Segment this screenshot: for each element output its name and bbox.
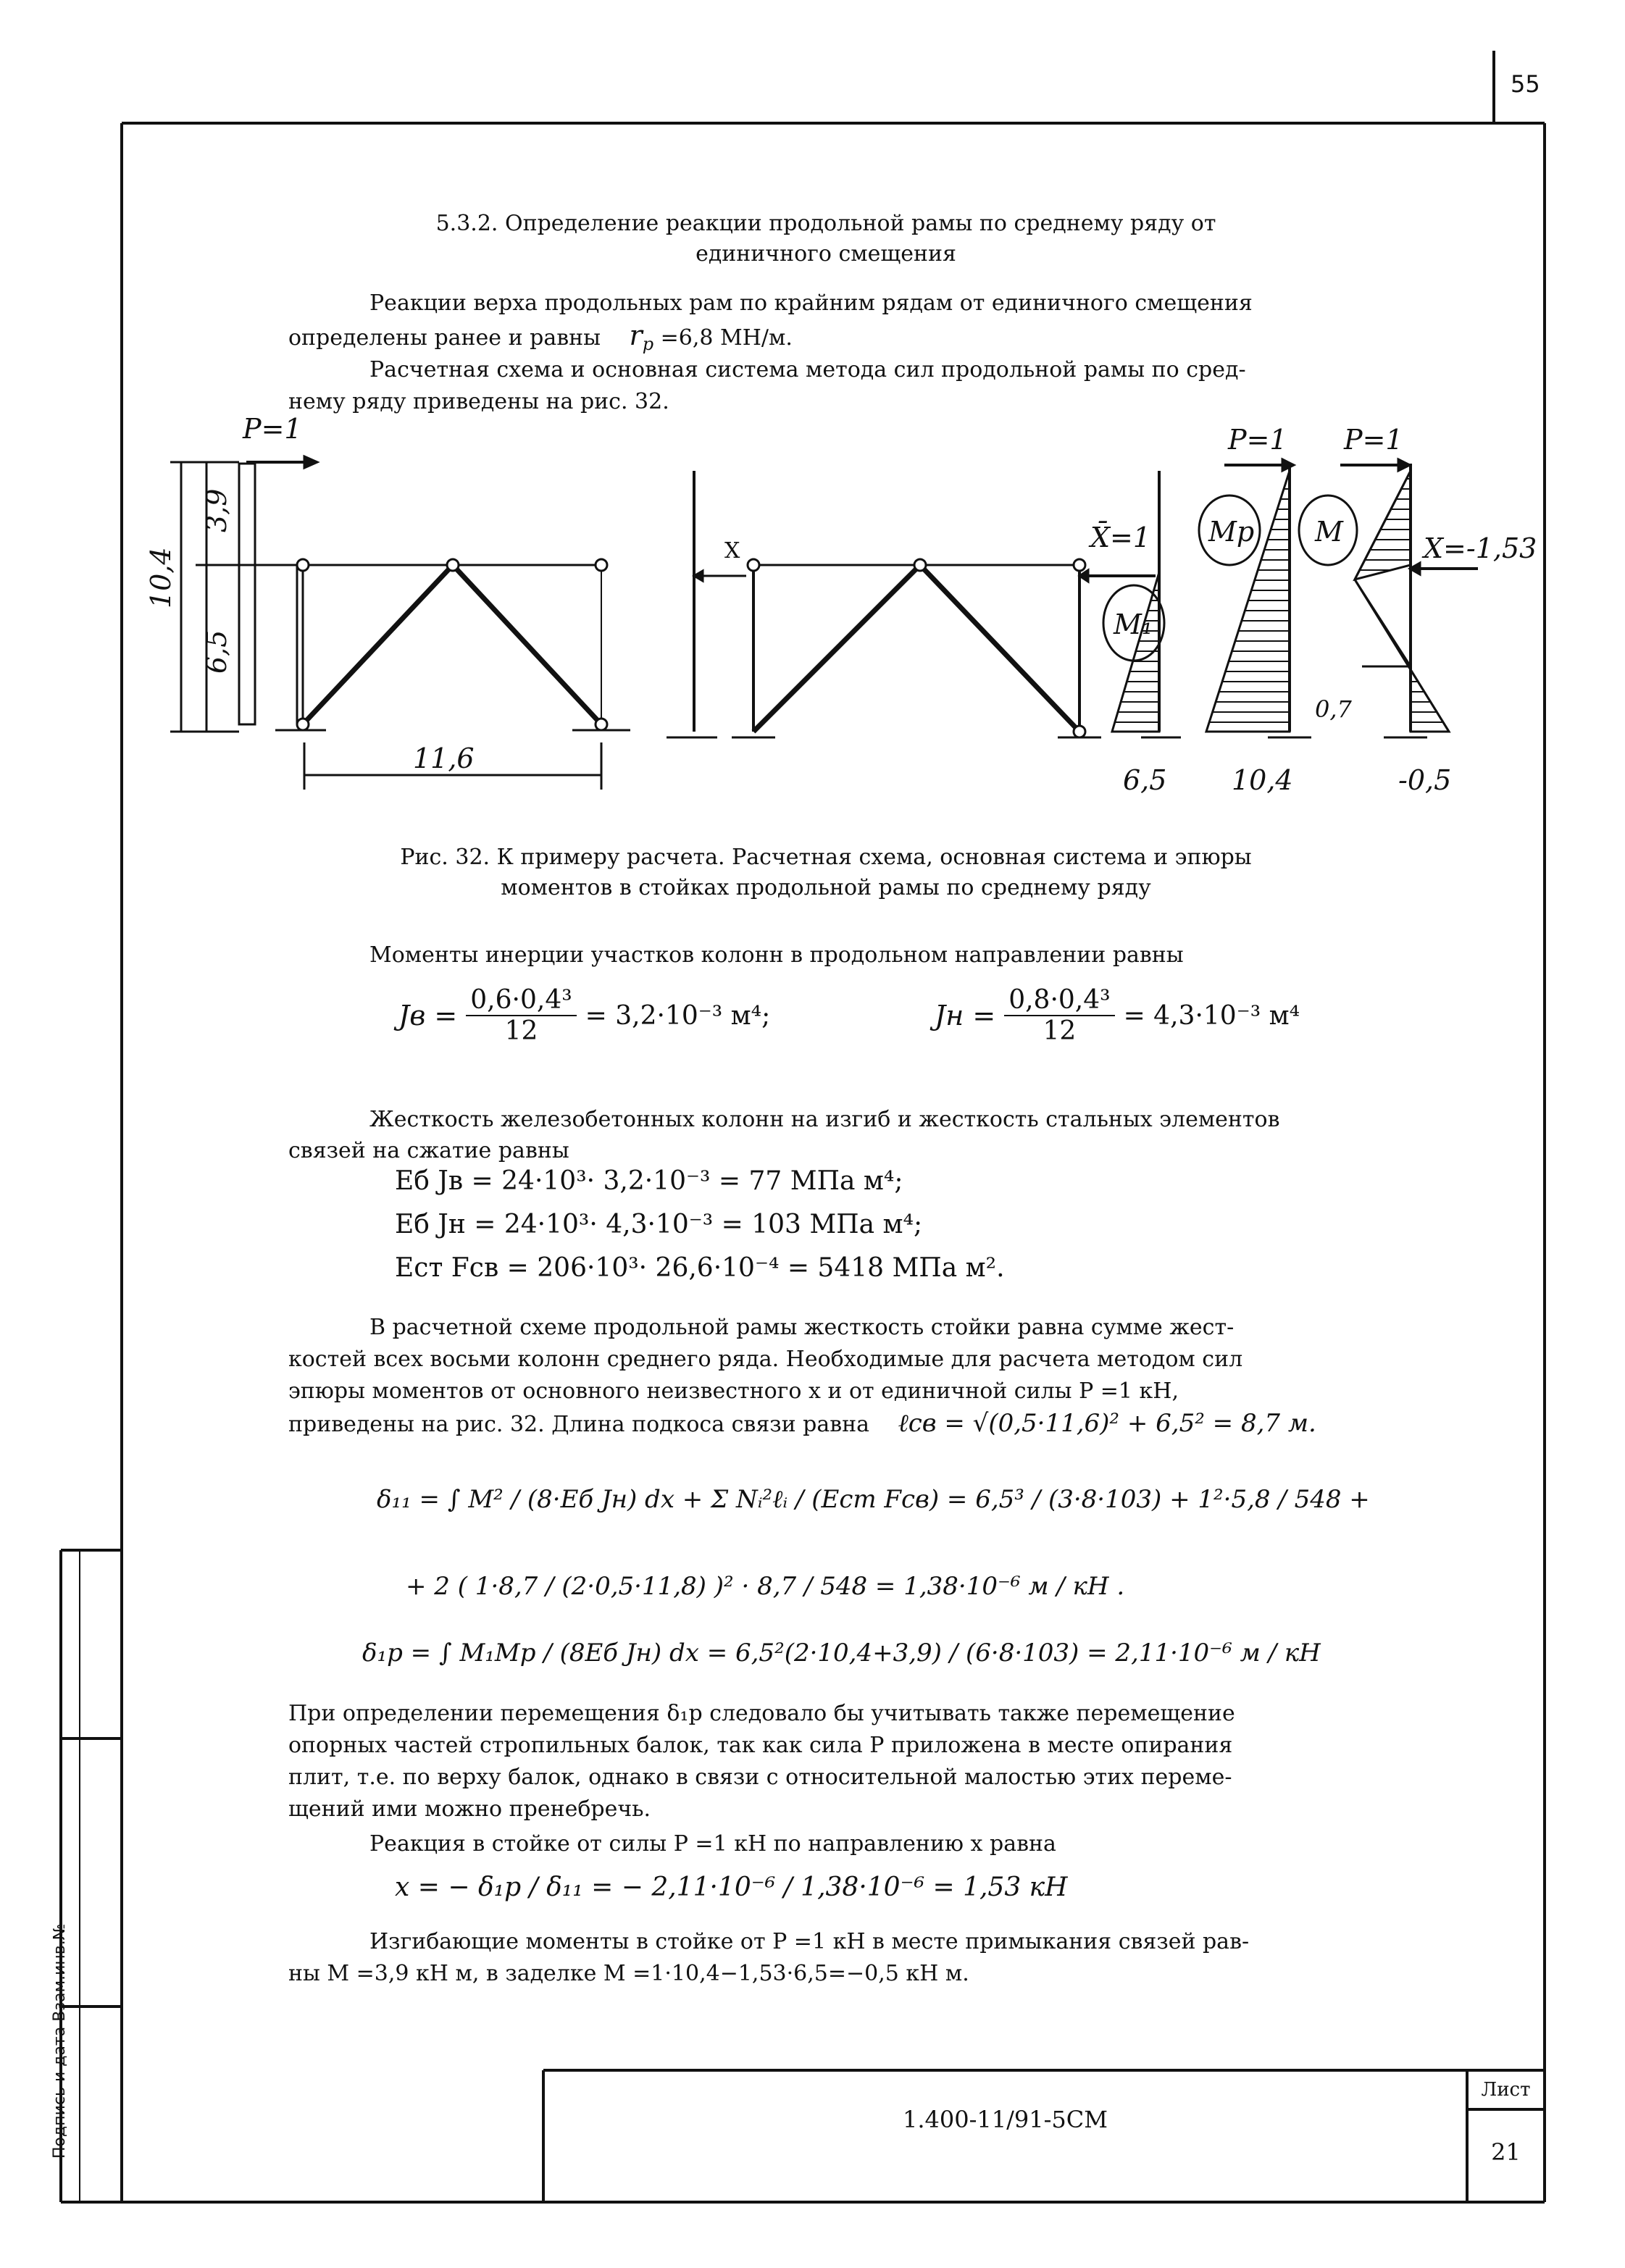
para6-line1: Изгибающие моменты в стойке от P =1 кН в месте примыкания связей рав- [369, 1929, 1250, 1954]
figure-32 [138, 413, 1550, 819]
eq-jn-den: 12 [1043, 1016, 1077, 1046]
eq-jn-lhs: Jн = [935, 1000, 996, 1032]
delta11-line2: + 2 ( 1·8,7 / (2·0,5·11,8) )² · 8,7 / 548 = 1,38·10⁻⁶ м / кН . [406, 1572, 1125, 1601]
fig-val-6-5: 6,5 [1123, 764, 1167, 796]
para4-line4: щений ими можно пренебречь. [288, 1796, 651, 1822]
stiff-line1: Жесткость железобетонных колонн на изгиб и жесткость стальных элементов [369, 1107, 1280, 1132]
para2-line2: нему ряду приведены на рис. 32. [288, 389, 669, 414]
para3-length: ℓсв = √(0,5·11,6)² + 6,5² = 8,7 м. [898, 1409, 1316, 1438]
fig-mp-label: Mp [1208, 516, 1255, 548]
para2-line1: Расчетная схема и основная система метода сил продольной рамы по сред- [369, 357, 1246, 382]
delta1p-line: δ₁p = ∫ M₁Mp / (8Eб Jн) dx = 6,5²(2·10,4+3,9) / (6·8·103) = 2,11·10⁻⁶ м / кН [362, 1639, 1321, 1667]
delta11-line1: δ₁₁ = ∫ M² / (8·Eб Jн) dx + Σ Nᵢ²ℓᵢ / (Eст Fсв) = 6,5³ / (3·8·103) + 1²·5,8 / 548 + [377, 1485, 1370, 1514]
para3-line3: эпюры моментов от основного неизвестного x и от единичной силы P =1 кН, [288, 1378, 1179, 1404]
eq-jn-frac [1004, 985, 1114, 1046]
para5-line1: Реакция в стойке от силы P =1 кН по направлению x равна [369, 1831, 1056, 1857]
para1-line2 [288, 320, 793, 359]
para3-line1: В расчетной схеме продольной рамы жесткость стойки равна сумме жест- [369, 1315, 1235, 1340]
fig-val-0-7: 0,7 [1315, 695, 1352, 723]
para1-text: определены ранее и равны [288, 325, 601, 351]
stamp-sheet-number: 21 [1491, 2138, 1521, 2166]
para4-line1: При определении перемещения δ₁p следовало бы учитывать также перемещение [288, 1701, 1235, 1726]
fig-p2-label: P=1 [1344, 424, 1403, 456]
fig-val-10-4: 10,4 [1232, 764, 1293, 796]
caption-line1: Рис. 32. К примеру расчета. Расчетная схема, основная система и эпюры [400, 845, 1252, 870]
fig-p1-label: P=1 [1228, 424, 1287, 456]
stiff-eq2: Eб Jн = 24·10³· 4,3·10⁻³ = 103 МПа м⁴; [395, 1210, 923, 1239]
eq-jb-rhs: = 3,2·10⁻³ м⁴; [585, 1000, 771, 1031]
para1-line1: Реакции верха продольных рам по крайним рядам от единичного смещения [369, 290, 1253, 316]
figure-caption [254, 842, 1398, 903]
eq-jn-num: 0,8·0,4³ [1004, 985, 1114, 1016]
fig-x-value: X=-1,53 [1424, 532, 1537, 564]
reaction-eq: x = − δ₁p / δ₁₁ = − 2,11·10⁻⁶ / 1,38·10⁻⁶ = 1,53 кН [395, 1872, 1068, 1902]
fig-left-force: P=1 [243, 413, 302, 445]
para4-line3: плит, т.е. по верху балок, однако в связи с относительной малостью этих переме- [288, 1765, 1232, 1790]
fig-x1-label: X̄=1 [1090, 522, 1151, 553]
para1-value: =6,8 МН/м. [660, 325, 793, 351]
eq-jb-lhs: Jв = [398, 1000, 458, 1032]
stiff-line2: связей на сжатие равны [288, 1138, 569, 1163]
eq-jn [935, 985, 1300, 1046]
fig-dim-bottom: 6,5 [201, 629, 233, 674]
stiff-eq1: Eб Jв = 24·10³· 3,2·10⁻³ = 77 МПа м⁴; [395, 1166, 903, 1196]
eq-jn-rhs: = 4,3·10⁻³ м⁴ [1123, 1000, 1300, 1031]
stiff-eq3: Eст Fсв = 206·10³· 26,6·10⁻⁴ = 5418 МПа м². [395, 1253, 1005, 1283]
page-number: 55 [1511, 70, 1540, 98]
stamp-code: 1.400-11/91-5CM [902, 2106, 1108, 2133]
para1-symbol-sub: p [642, 334, 654, 354]
para1-symbol: r [629, 319, 643, 351]
para3-line2: костей всех восьми колонн среднего ряда. Необходимые для расчета методом сил [288, 1347, 1243, 1372]
fig-val-neg-0-5: -0,5 [1398, 764, 1452, 796]
eq-jb-frac [466, 985, 576, 1046]
section-heading-line1: 5.3.2. Определение реакции продольной рамы по среднему ряду от [435, 211, 1216, 236]
fig-dim-span: 11,6 [413, 742, 475, 774]
stamp-sheet-label: Лист [1481, 2079, 1531, 2101]
fig-dim-total: 10,4 [145, 547, 177, 608]
para3-line4 [288, 1408, 1316, 1440]
section-heading-line2: единичного смещения [695, 241, 956, 267]
eq-jb-num: 0,6·0,4³ [466, 985, 576, 1016]
fig-m-label: M [1315, 516, 1343, 548]
fig-x-label: X [724, 538, 740, 564]
para3-line4-text: приведены на рис. 32. Длина подкоса связи равна [288, 1412, 870, 1437]
fig-m1-label: M₁ [1114, 608, 1153, 640]
para6-line2: ны M =3,9 кН м, в заделке M =1·10,4−1,53·6,5=−0,5 кН м. [288, 1961, 969, 1986]
eq-jb [398, 985, 770, 1046]
side-label: Подпись и дата Взам.инв.№ [51, 1923, 69, 2159]
fig-dim-top: 3,9 [201, 488, 233, 532]
eq-jb-den: 12 [504, 1016, 538, 1046]
para4-line2: опорных частей стропильных балок, так как сила P приложена в месте опирания [288, 1733, 1233, 1758]
section-heading [217, 209, 1434, 269]
caption-line2: моментов в стойках продольной рамы по среднему ряду [501, 875, 1151, 900]
inertia-intro: Моменты инерции участков колонн в продольном направлении равны [369, 942, 1184, 968]
column-left [239, 464, 255, 724]
